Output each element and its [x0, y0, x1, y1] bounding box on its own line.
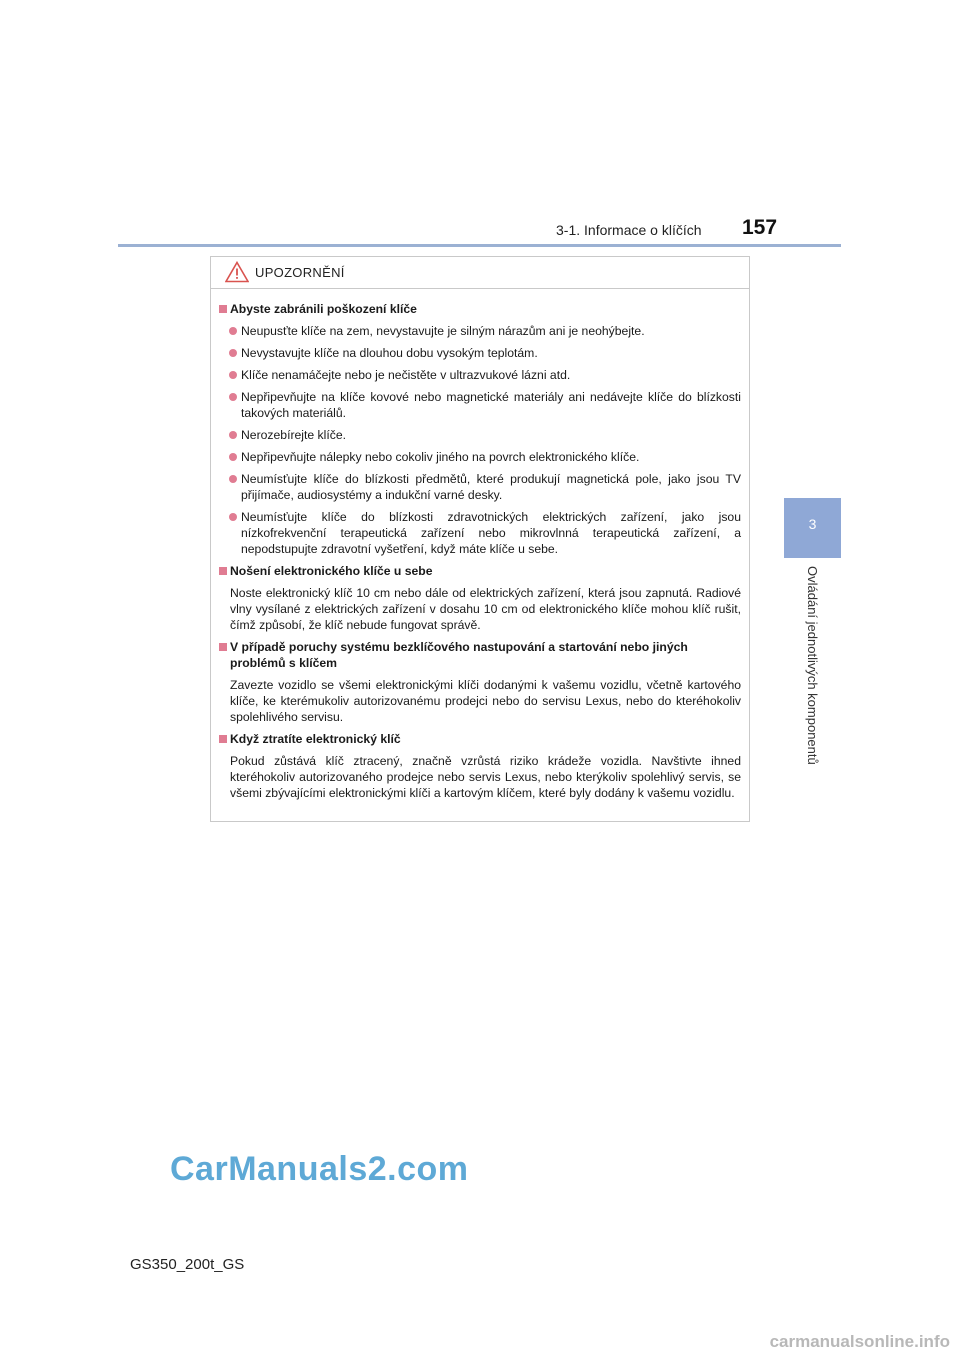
list-item: Neumísťujte klíče do blízkosti předmětů, které produkují magnetická pole, jako jsou TV přijímače, audiosystémy a indukční varné desky. — [218, 471, 741, 503]
header-divider — [118, 244, 841, 247]
dot-bullet-icon — [229, 393, 237, 401]
list-item: Nevystavujte klíče na dlouhou dobu vysokým teplotám. — [218, 345, 741, 361]
square-bullet-icon — [219, 735, 227, 743]
dot-bullet-icon — [229, 349, 237, 357]
dot-bullet-icon — [229, 431, 237, 439]
list-item: Nepřipevňujte nálepky nebo cokoliv jiného na povrch elektronického klíče. — [218, 449, 741, 465]
square-bullet-icon — [219, 305, 227, 313]
section-heading: Nošení elektronického klíče u sebe — [218, 563, 741, 579]
dot-bullet-icon — [229, 327, 237, 335]
list-item: Neupusťte klíče na zem, nevystavujte je silným nárazům ani je neohýbejte. — [218, 323, 741, 339]
list-item: Nerozebírejte klíče. — [218, 427, 741, 443]
dot-bullet-icon — [229, 371, 237, 379]
dot-bullet-icon — [229, 513, 237, 521]
dot-bullet-icon — [229, 453, 237, 461]
list-item: Nepřipevňujte na klíče kovové nebo magnetické materiály ani nedávejte klíče do blízkosti takových materiálů. — [218, 389, 741, 421]
list-item: Klíče nenamáčejte nebo je nečistěte v ultrazvukové lázni atd. — [218, 367, 741, 383]
chapter-tab[interactable] — [784, 498, 841, 558]
list-item: Neumísťujte klíče do blízkosti zdravotnických elektrických zařízení, jako jsou nízkofrekvenční terapeutická zařízení nebo mikrovlnná terapeutická zařízení, a nepodstupujte zdravotní vyšetření, když máte klíče u sebe. — [218, 509, 741, 557]
section-heading: V případě poruchy systému bezklíčového nastupování a startování nebo jiných problémů s klíčem — [218, 639, 741, 671]
section-text: Zavezte vozidlo se všemi elektronickými klíči dodanými k vašemu vozidlu, včetně kartového klíče, ke kterémukoliv autorizovanému prodejci nebo do servisu Lexus, nebo do kteréhokoliv spolehlivého servisu. — [230, 678, 741, 724]
warning-body — [211, 295, 749, 807]
section-heading: Když ztratíte elektronický klíč — [218, 731, 741, 747]
bottom-watermark[interactable]: carmanualsonline.info — [769, 1332, 950, 1351]
square-bullet-icon — [219, 567, 227, 575]
footer-model: GS350_200t_GS — [130, 1256, 245, 1273]
section-heading: Abyste zabránili poškození klíče — [218, 301, 741, 317]
section-text: Noste elektronický klíč 10 cm nebo dále od elektrických zařízení, která jsou zapnutá. Radiové vlny vysílané z elektrických zařízení v dosahu 10 cm od elektronického klíče mohou klíč rušit, čímž způsobí, že klíč nebude fungovat správě. — [230, 586, 741, 632]
watermark-logo[interactable]: CarManuals2.com — [170, 1150, 469, 1188]
section-text: Pokud zůstává klíč ztracený, značně vzrůstá riziko krádeže vozidla. Navštivte ihned kteréhokoliv autorizovaného prodejce nebo servis Lexus, nebo kterýkoliv spolehlivý servis, se všemi zbývajícími elektronickými klíči a kartovým klíčem, které byly dodány k vašemu vozidlu. — [230, 754, 741, 800]
chapter-label: Ovládání jednotlivých komponentů — [805, 566, 820, 765]
page-number: 157 — [742, 216, 778, 239]
square-bullet-icon — [219, 643, 227, 651]
warning-box — [210, 256, 750, 822]
chapter-number: 3 — [808, 516, 817, 532]
dot-bullet-icon — [229, 475, 237, 483]
warning-title: UPOZORNĚNÍ — [255, 265, 345, 280]
warning-triangle-icon — [225, 261, 249, 283]
section-title: 3-1. Informace o klíčích — [556, 222, 702, 238]
warning-header — [211, 257, 749, 289]
